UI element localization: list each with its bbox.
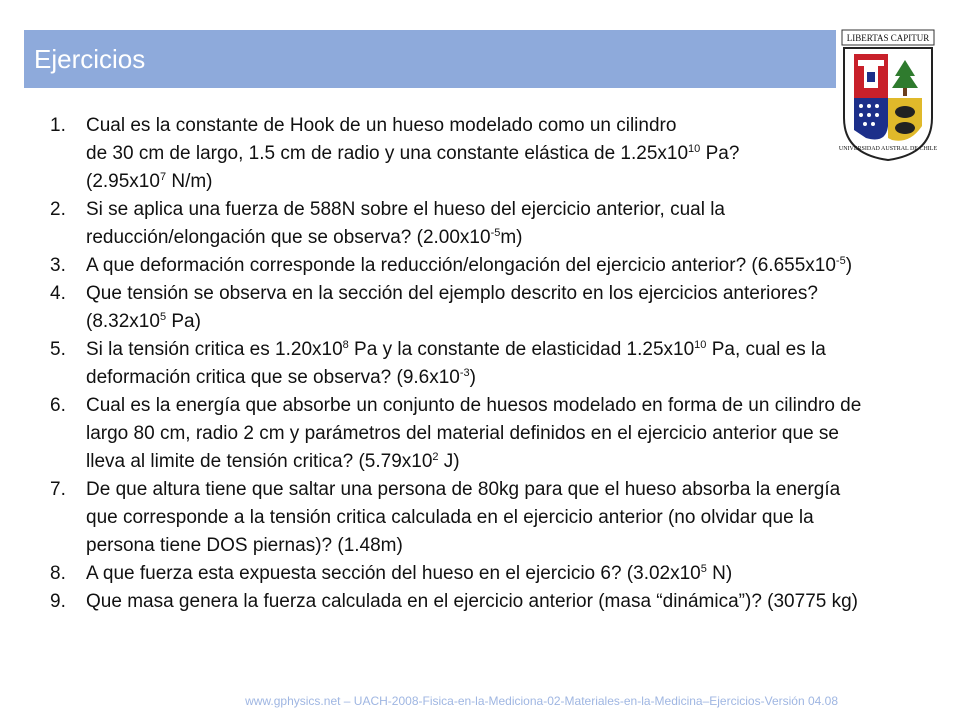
- exercise-list: [50, 112, 870, 616]
- exercise-item: [50, 336, 870, 392]
- item-number: 4.: [50, 283, 66, 304]
- item-text: Cual es la energía que absorbe un conjunto de huesos modelado en forma de un cilindro de largo 80 cm, radio 2 cm y parámetros del material definidos en el ejercicio anterior que se lleva al limite de tensión critica? (5.79x10: [86, 395, 862, 472]
- item-text: de 30 cm de largo, 1.5 cm de radio y una constante elástica de 1.25x10: [86, 143, 689, 164]
- item-text: Si se aplica una fuerza de 588N sobre el hueso del ejercicio anterior, cual la reducción/elongación que se observa? (2.00x10: [86, 199, 725, 248]
- superscript: 8: [342, 339, 349, 351]
- superscript: -5: [490, 227, 501, 239]
- item-text: ): [469, 367, 476, 388]
- item-text: Pa): [166, 311, 201, 332]
- exercise-item: [50, 588, 870, 616]
- superscript: 10: [688, 143, 701, 155]
- item-text: A que deformación corresponde la reducción/elongación del ejercicio anterior? (6.655x10: [86, 255, 836, 276]
- crest-motto: LIBERTAS CAPITUR: [846, 33, 930, 43]
- exercise-item: [50, 392, 870, 476]
- item-text: Cual es la constante de Hook de un hueso modelado como un cilindro: [86, 115, 677, 136]
- item-text: Pa y la constante de elasticidad 1.25x10: [348, 339, 695, 360]
- superscript: 10: [694, 339, 707, 351]
- item-text: Si la tensión critica es 1.20x10: [86, 339, 343, 360]
- item-text: N): [706, 563, 733, 584]
- footer-source-link: www.gphysics.net – UACH-2008-Fisica-en-la-Mediciona-02-Materiales-en-la-Medicina–Ejercicios-Versión 04.08: [245, 694, 838, 708]
- item-text: N/m): [166, 171, 213, 192]
- item-text: A que fuerza esta expuesta sección del hueso en el ejercicio 6? (3.02x10: [86, 563, 701, 584]
- exercise-item: [50, 476, 870, 560]
- item-text: De que altura tiene que saltar una persona de 80kg para que el hueso absorba la energía que corresponde a la tensión critica calculada en el ejercicio anterior (no olvidar que la persona tiene DOS piernas)? (1.48m): [86, 479, 841, 556]
- crest-ring-text: UNIVERSIDAD AUSTRAL DE CHILE: [838, 146, 938, 152]
- item-number: 3.: [50, 255, 66, 276]
- item-text: Pa?: [700, 143, 740, 164]
- item-text: Que tensión se observa en la sección del ejemplo descrito en los ejercicios anteriores? (8.32x10: [86, 283, 818, 332]
- superscript: 2: [432, 451, 439, 463]
- item-text: ): [845, 255, 853, 276]
- item-number: 2.: [50, 199, 66, 220]
- title-bar: [24, 30, 836, 88]
- page-title: Ejercicios: [34, 44, 146, 74]
- superscript: 7: [159, 171, 167, 183]
- item-number: 9.: [50, 591, 66, 612]
- item-number: 6.: [50, 395, 66, 416]
- exercise-item: [50, 560, 870, 588]
- item-text: Pa, cual es la deformación critica que se observa? (9.6x10: [86, 339, 826, 388]
- superscript: 5: [700, 563, 707, 575]
- item-number: 5.: [50, 339, 66, 360]
- item-number: 1.: [50, 115, 66, 136]
- exercise-item: [50, 252, 870, 280]
- superscript: -3: [459, 367, 470, 379]
- exercise-item: [50, 112, 870, 196]
- superscript: -5: [835, 255, 846, 267]
- exercise-item: [50, 280, 870, 336]
- item-text: J): [438, 451, 460, 472]
- item-text: (2.95x10: [86, 171, 160, 192]
- item-text: Que masa genera la fuerza calculada en el ejercicio anterior (masa “dinámica”)? (30775 kg): [86, 591, 858, 612]
- item-number: 7.: [50, 479, 66, 500]
- superscript: 5: [159, 311, 167, 323]
- item-text: m): [500, 227, 523, 248]
- item-number: 8.: [50, 563, 66, 584]
- exercise-item: [50, 196, 870, 252]
